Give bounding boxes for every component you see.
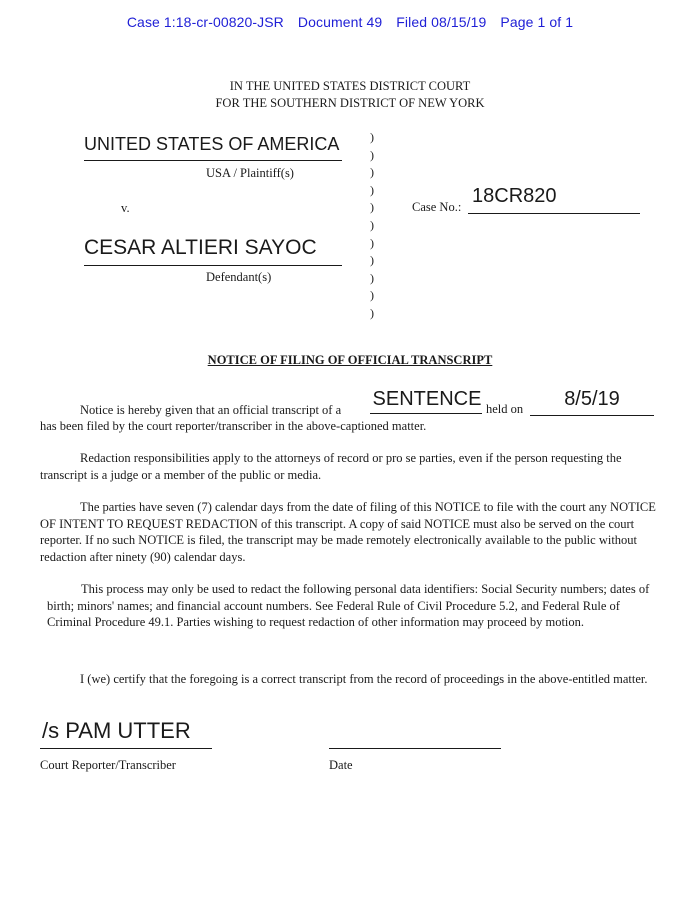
proceeding-date-rule [530,415,654,416]
signature-rule [40,748,212,749]
stamp-filed-date: Filed 08/15/19 [396,14,487,30]
caption-divider: ) ) ) ) ) ) ) ) ) ) ) [370,130,374,320]
notice-paragraph-1-line-2: has been filed by the court reporter/transcriber in the above-captioned matter. [40,419,427,433]
p1-text-b: held on [486,402,524,416]
proceeding-type-rule [370,413,482,414]
notice-paragraph-2: Redaction responsibilities apply to the attorneys of record or pro se parties, even if the person requesting the transcript is a judge or a member of the public or media. [40,451,622,482]
signature-value: /s PAM UTTER [42,718,191,743]
case-no-rule [468,213,640,214]
case-no-value: 18CR820 [472,185,557,207]
signature-label: Court Reporter/Transcriber [40,758,176,772]
proceeding-date-value: 8/5/19 [564,388,620,410]
date-label: Date [329,758,353,772]
stamp-page: Page 1 of 1 [500,14,574,30]
date-rule [329,748,501,749]
defendant-rule [84,265,342,266]
certification-paragraph: I (we) certify that the foregoing is a correct transcript from the record of proceedings in the above-entitled matter. [80,672,648,686]
court-name [0,78,700,112]
stamp-document: Document 49 [297,14,383,30]
notice-paragraph-4: This process may only be used to redact the following personal data identifiers: Social Security numbers; dates of birth; minors' names; and financial account numbers. See Federal Rule of Civil Procedure 5.2, and Federal Rule of Criminal Procedure 49.1. Parties wishing to request redaction of other information may proceed by motion. [47,582,650,629]
p1-text-a: Notice is hereby given that an official transcript of a [80,403,342,417]
plaintiff-label: USA / Plaintiff(s) [206,166,294,180]
case-no-label: Case No.: [412,200,462,214]
proceeding-type-value: SENTENCE [372,388,482,410]
defendant-name: CESAR ALTIERI SAYOC [84,236,317,259]
plaintiff-name: UNITED STATES OF AMERICA [84,134,340,154]
notice-paragraph-3: The parties have seven (7) calendar days from the date of filing of this NOTICE to file with the court any NOTICE OF INTENT TO REQUEST REDACTION of this transcript. A copy of said NOTICE must also be served on the court reporter. If no such NOTICE is filed, the transcript may be made remotely electronically available to the public without redaction after ninety (90) calendar days. [40,500,656,564]
court-line-1: IN THE UNITED STATES DISTRICT COURT [229,79,471,93]
stamp-case-number: Case 1:18-cr-00820-JSR [126,14,284,30]
defendant-label: Defendant(s) [206,270,272,284]
case-header-stamp [0,14,700,30]
versus-label: v. [121,201,130,215]
notice-title: NOTICE OF FILING OF OFFICIAL TRANSCRIPT [207,353,493,367]
court-line-2: FOR THE SOUTHERN DISTRICT OF NEW YORK [215,96,485,110]
plaintiff-rule [84,160,342,161]
